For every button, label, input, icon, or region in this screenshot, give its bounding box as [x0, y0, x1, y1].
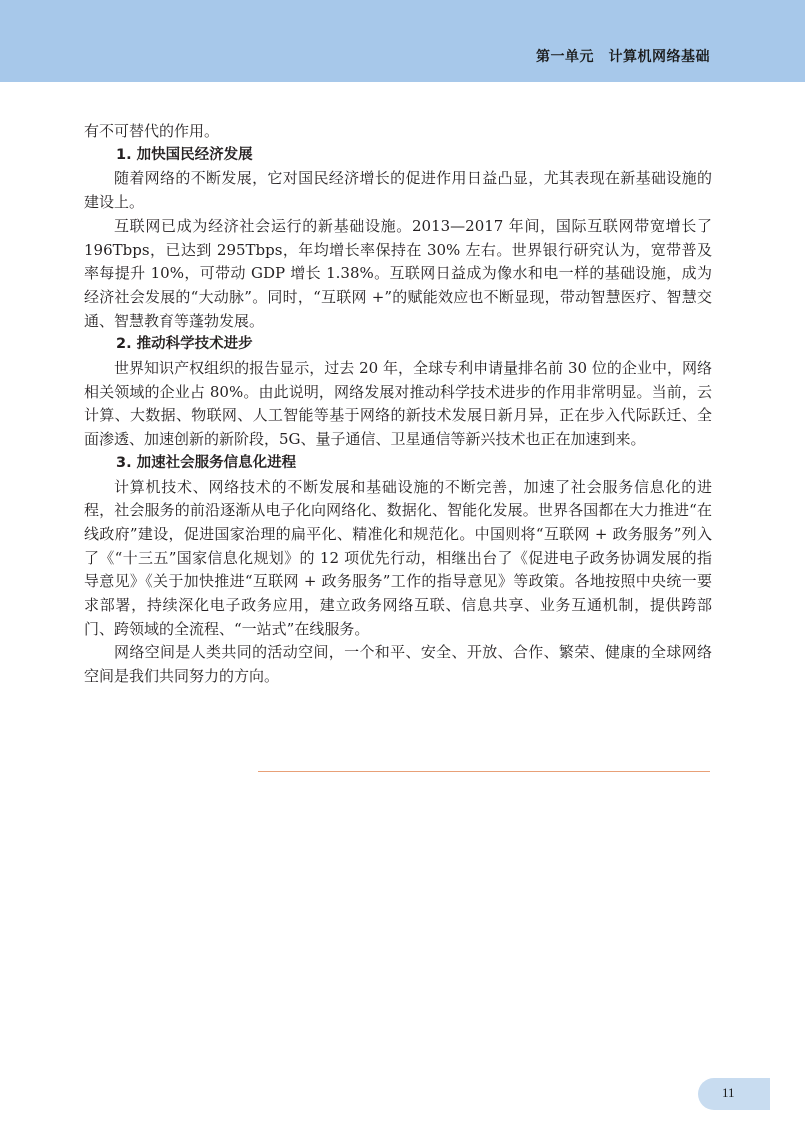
page-number: 11: [722, 1085, 735, 1100]
paragraph: 互联网已成为经济社会运行的新基础设施。2013—2017 年间，国际互联网带宽增长了 196Tbps，已达到 295Tbps，年均增长率保持在 30% 左右。世界银行研究认为，宽带普及率每提升 10%，可带动 GDP 增长 1.38%。互联网日益成为像水和电一样的基础设施，成为经济社会发展的“大动脉”。同时，“互联网 +”的赋能效应也不断显现，带动智慧医疗、智慧交通、智慧教育等蓬勃发展。: [84, 216, 712, 330]
paragraph: 世界知识产权组织的报告显示，过去 20 年，全球专利申请量排名前 30 位的企业中，网络相关领域的企业占 80%。由此说明，网络发展对推动科学技术进步的作用非常明显。当前，云计算、大数据、物联网、人工智能等基于网络的新技术发展日新月异，正在步入代际跃迁、全面渗透、加速创新的新阶段，5G、量子通信、卫星通信等新兴技术也正在加速到来。: [84, 359, 712, 449]
paragraph: 有不可替代的作用。: [84, 122, 220, 140]
unit-title: 第一单元 计算机网络基础: [536, 49, 710, 65]
page-header: [0, 0, 805, 82]
section-heading: 3. 加速社会服务信息化进程: [116, 454, 297, 471]
paragraph: 计算机技术、网络技术的不断发展和基础设施的不断完善，加速了社会服务信息化的进程，社会服务的前沿逐渐从电子化向网络化、数据化、智能化发展。世界各国都在大力推进“在线政府”建设，促进国家治理的扁平化、精准化和规范化。中国则将“互联网 + 政务服务”列入了《“十三五”国家信息化规划》的 12 项优先行动，相继出台了《促进电子政务协调发展的指导意见》《关于加快推进“互联网 + 政务服务”工作的指导意见》等政策。各地按照中央统一要求部署，持续深化电子政务应用，建立政务网络互联、信息共享、业务互通机制，提供跨部门、跨领域的全流程、“一站式”在线服务。: [84, 477, 712, 638]
paragraph: 网络空间是人类共同的活动空间，一个和平、安全、开放、合作、繁荣、健康的全球网络空间是我们共同努力的方向。: [84, 643, 712, 686]
paragraph: 随着网络的不断发展，它对国民经济增长的促进作用日益凸显，尤其表现在新基础设施的建设上。: [84, 169, 712, 212]
section-heading: 2. 推动科学技术进步: [116, 336, 253, 353]
body-text: [84, 120, 712, 689]
section-divider: [258, 771, 710, 772]
section-heading: 1. 加快国民经济发展: [116, 146, 253, 163]
